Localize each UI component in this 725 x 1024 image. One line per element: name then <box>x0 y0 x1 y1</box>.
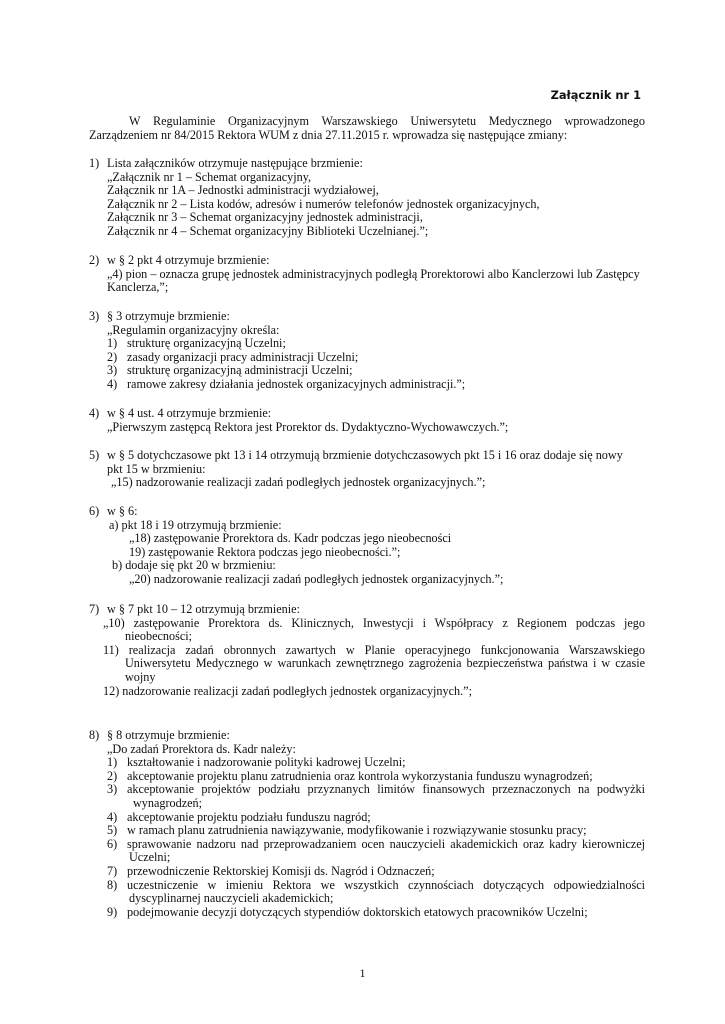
sub-item <box>107 783 645 810</box>
sub-item-number: 3) <box>107 782 118 797</box>
item-line: Załącznik nr 3 – Schemat organizacyjny jednostek administracji, <box>107 210 423 225</box>
item-number: 1) <box>89 156 100 170</box>
sub-item-number: 8) <box>107 877 118 892</box>
sub-item-text: przewodniczenie Rektorskiej Komisji ds. Nagród i Odznaczeń; <box>127 863 435 878</box>
sub-item <box>107 824 645 838</box>
item-number: 5) <box>89 448 100 462</box>
item-line: w § 4 ust. 4 otrzymuje brzmienie: <box>107 406 272 420</box>
item-line: Lista załączników otrzymuje następujące brzmienie: <box>107 156 363 170</box>
sub-item-text: strukturę organizacyjną Uczelni; <box>127 336 286 351</box>
item-line: „Do zadań Prorektora ds. Kadr należy: <box>107 741 296 756</box>
item-line: „10) zastępowanie Prorektora ds. Klinicznych, Inwestycji i Współpracy z Regionem podczas jego <box>103 615 645 630</box>
sub-item-number: 3) <box>107 363 118 378</box>
sub-item-number: 9) <box>107 904 118 919</box>
sub-item-text: akceptowanie projektu podziału funduszu nagród; <box>127 809 371 824</box>
sub-item-number: 5) <box>107 823 118 838</box>
sub-item-text: akceptowanie projektów podziału przyznanych limitów finansowych przeznaczonych na podwyżki <box>127 782 645 797</box>
sub-item-text: sprawowanie nadzoru nad przeprowadzaniem ocen nauczycieli akademickich oraz kadry kierowniczej <box>127 836 645 851</box>
item-line: „18) zastępowanie Prorektora ds. Kadr podczas jego nieobecności <box>129 531 452 546</box>
item-line: nieobecności; <box>125 629 193 644</box>
intro-paragraph <box>89 115 645 142</box>
sub-item-text: akceptowanie projektu planu zatrudnienia oraz kontrola wykorzystania funduszu wynagrodzeń; <box>127 768 593 783</box>
sub-item-text: ramowe zakresy działania jednostek organizacyjnych administracji.”; <box>127 376 466 391</box>
item-line: „15) nadzorowanie realizacji zadań podległych jednostek organizacyjnych.”; <box>111 475 486 490</box>
item-line: „20) nadzorowanie realizacji zadań podległych jednostek organizacyjnych.”; <box>129 571 504 586</box>
item-line: Uniwersytetu Medycznego w warunkach zewnętrznego zagrożenia bezpieczeństwa państwa i w czasie <box>125 656 645 671</box>
item-line: wojny <box>125 669 156 684</box>
item-number: 8) <box>89 728 100 742</box>
sub-item-number: 1) <box>107 336 118 351</box>
item-number: 7) <box>89 602 100 616</box>
sub-item <box>107 364 645 378</box>
sub-item-number: 2) <box>107 768 118 783</box>
item-line: Załącznik nr 4 – Schemat organizacyjny Biblioteki Uczelnianej.”; <box>107 223 429 238</box>
item-number: 6) <box>89 504 100 518</box>
sub-item <box>107 351 645 365</box>
item-line: „Regulamin organizacyjny określa: <box>107 322 280 337</box>
item-line: w § 5 dotychczasowe pkt 13 i 14 otrzymują brzmienie dotychczasowych pkt 15 i 16 oraz dodaje się nowy <box>107 448 623 462</box>
item-line: w § 6: <box>107 504 138 518</box>
item-line: 12) nadzorowanie realizacji zadań podległych jednostek organizacyjnych.”; <box>103 683 472 698</box>
intro-line-1: W Regulaminie Organizacyjnym Warszawskiego Uniwersytetu Medycznego wprowadzonego <box>129 114 645 128</box>
sub-item <box>107 770 645 784</box>
item-line: Załącznik nr 2 – Lista kodów, adresów i numerów telefonów jednostek organizacyjnych, <box>107 196 540 211</box>
item-line: pkt 15 w brzmieniu: <box>107 461 206 476</box>
sub-item-text: podejmowanie decyzji dotyczących stypendiów doktorskich etatowych pracowników Uczelni; <box>127 904 588 919</box>
item-line: Kanclerza,”; <box>107 280 169 295</box>
sub-item-text-continued: dyscyplinarnej nauczycieli akademickich; <box>129 891 334 906</box>
sub-item-text-continued: Uczelni; <box>129 850 171 865</box>
attachment-title: Załącznik nr 1 <box>550 88 641 102</box>
sub-item <box>107 378 645 392</box>
sub-item-number: 7) <box>107 863 118 878</box>
item-number: 4) <box>89 406 100 420</box>
sub-item-text: w ramach planu zatrudnienia nawiązywanie, modyfikowanie i rozwiązywanie stosunku pracy; <box>127 823 587 838</box>
sub-item-text: zasady organizacji pracy administracji Uczelni; <box>127 349 359 364</box>
item-line: b) dodaje się pkt 20 w brzmieniu: <box>112 558 276 573</box>
item-line: § 8 otrzymuje brzmienie: <box>107 728 230 742</box>
item-line: w § 2 pkt 4 otrzymuje brzmienie: <box>107 253 270 267</box>
sub-item-text: uczestniczenie w imieniu Rektora we wszystkich czynnościach dotyczących odpowiedzialności <box>127 877 645 892</box>
sub-item-number: 4) <box>107 376 118 391</box>
sub-item-number: 2) <box>107 349 118 364</box>
sub-item-text-continued: wynagrodzeń; <box>133 795 203 810</box>
sub-item <box>107 865 645 879</box>
sub-item <box>107 838 645 865</box>
sub-item-number: 6) <box>107 836 118 851</box>
sub-item <box>107 337 645 351</box>
sub-item <box>107 811 645 825</box>
item-line: 19) zastępowanie Rektora podczas jego nieobecności.”; <box>129 544 401 559</box>
item-line: Załącznik nr 1A – Jednostki administracji wydziałowej, <box>107 183 379 198</box>
item-line: „Pierwszym zastępcą Rektora jest Prorektor ds. Dydaktyczno-Wychowawczych.”; <box>107 419 509 434</box>
sub-item <box>107 756 645 770</box>
sub-item-number: 4) <box>107 809 118 824</box>
sub-item <box>107 906 645 920</box>
item-line: „Załącznik nr 1 – Schemat organizacyjny, <box>107 169 312 184</box>
sub-item <box>107 879 645 906</box>
sub-item-text: strukturę organizacyjną administracji Uczelni; <box>127 363 353 378</box>
item-line: 11) realizacja zadań obronnych zawartych w Planie operacyjnego funkcjonowania Warszawskiego <box>103 642 645 657</box>
item-number: 3) <box>89 309 100 323</box>
intro-line-2: Zarządzeniem nr 84/2015 Rektora WUM z dnia 27.11.2015 r. wprowadza się następujące zmiany: <box>89 127 568 142</box>
item-line: a) pkt 18 i 19 otrzymują brzmienie: <box>109 517 282 532</box>
item-line: „4) pion – oznacza grupę jednostek administracyjnych podległą Prorektorowi albo Kanclerzowi lub Zastępcy <box>107 266 640 281</box>
sub-item-number: 1) <box>107 755 118 770</box>
page-number: 1 <box>359 966 366 980</box>
item-line: § 3 otrzymuje brzmienie: <box>107 309 230 323</box>
item-line: w § 7 pkt 10 – 12 otrzymują brzmienie: <box>107 602 300 616</box>
item-number: 2) <box>89 253 100 267</box>
sub-item-text: kształtowanie i nadzorowanie polityki kadrowej Uczelni; <box>127 755 406 770</box>
